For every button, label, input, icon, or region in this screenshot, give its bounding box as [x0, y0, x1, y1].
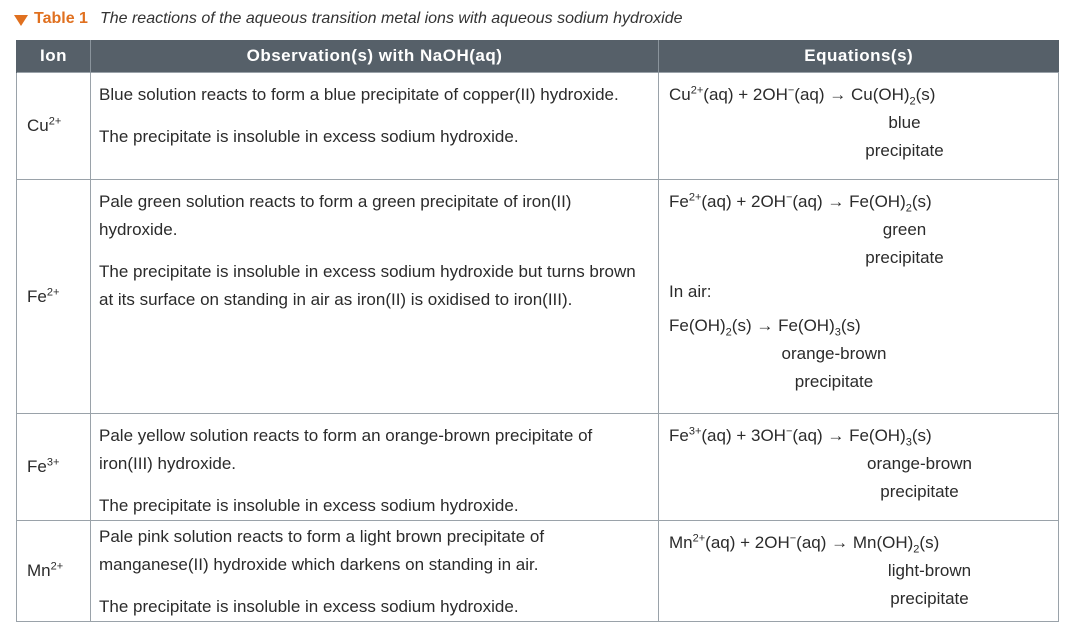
ion-cell	[17, 521, 91, 622]
ion-symbol: Mn	[27, 561, 51, 580]
ion-symbol: Cu	[27, 116, 49, 135]
equation-cell	[659, 180, 1059, 414]
ion-charge: 3+	[46, 456, 60, 469]
table-title: The reactions of the aqueous transition metal ions with aqueous sodium hydroxide	[99, 10, 683, 27]
table-row	[17, 180, 1059, 414]
equation: $Mn^{2+}(aq) + 2OH^-(aq) \to Mn(OH)_2(s)$	[669, 532, 940, 556]
observation-text: Pale pink solution reacts to form a light brown precipitate of manganese(II) hydroxide which darkens on standing in air.	[99, 527, 545, 574]
observation-text: Pale yellow solution reacts to form an orange-brown precipitate of iron(III) hydroxide.	[99, 426, 593, 473]
observation-excess: The precipitate is insoluble in excess sodium hydroxide but turns brown at its surface on standing in air as iron(II) is oxidised to iron(III).	[99, 262, 636, 309]
ion-charge: 2+	[50, 560, 64, 573]
ion-cell	[17, 73, 91, 180]
observation-excess: The precipitate is insoluble in excess sodium hydroxide.	[99, 597, 519, 616]
ion-symbol: Fe	[27, 286, 47, 306]
precipitate-colour: blue	[888, 113, 921, 132]
header-ion: Ion	[17, 40, 91, 73]
observation-cell	[91, 521, 659, 622]
table-row	[17, 521, 1059, 622]
observation-cell	[91, 73, 659, 180]
observation-excess: The precipitate is insoluble in excess sodium hydroxide.	[99, 127, 519, 146]
equation: $Cu^{2+}(aq) + 2OH^-(aq) \to Cu(OH)_2(s)$	[669, 84, 936, 108]
ion-cell	[17, 180, 91, 414]
observation-text: Pale green solution reacts to form a green precipitate of iron(II) hydroxide.	[99, 192, 572, 239]
ion-cell	[17, 414, 91, 521]
precipitate-colour: orange-brown	[867, 454, 972, 473]
equation-cell	[659, 521, 1059, 622]
observation-excess: The precipitate is insoluble in excess sodium hydroxide.	[99, 496, 519, 515]
header-row	[17, 40, 1059, 73]
header-equations: Equations(s)	[659, 40, 1059, 73]
observation-cell	[91, 414, 659, 521]
table-row	[17, 73, 1059, 180]
equation: $Fe^{3+}(aq) + 3OH^-(aq) \to Fe(OH)_3(s)$	[669, 425, 932, 449]
ion-charge: 2+	[48, 115, 62, 128]
equation: $Fe^{2+}(aq) + 2OH^-(aq) \to Fe(OH)_2(s)$	[669, 191, 932, 215]
observation-text: Blue solution reacts to form a blue precipitate of copper(II) hydroxide.	[99, 85, 619, 104]
ion-symbol: Fe	[27, 457, 47, 476]
precipitate-label: precipitate	[865, 248, 944, 267]
table-row	[17, 414, 1059, 521]
table-label: Table 1	[34, 10, 88, 27]
precipitate-colour: green	[882, 220, 927, 239]
observation-cell	[91, 180, 659, 414]
precipitate-colour: light-brown	[887, 561, 972, 580]
precipitate-label: precipitate	[865, 141, 944, 160]
air-label: In air:	[669, 282, 712, 301]
header-observations: Observation(s) with NaOH(aq)	[91, 40, 659, 73]
equation-cell	[659, 73, 1059, 180]
air-equation: $Fe(OH)_2(s) \to Fe(OH)_3(s)$	[669, 316, 861, 339]
air-precipitate-colour: orange-brown	[781, 344, 887, 363]
air-precipitate-label: precipitate	[794, 372, 874, 391]
precipitate-label: precipitate	[880, 482, 959, 501]
precipitate-label: precipitate	[890, 589, 969, 608]
equation-cell	[659, 414, 1059, 521]
triangle-marker-icon	[14, 15, 28, 26]
table-caption	[14, 6, 683, 32]
ion-charge: 2+	[46, 285, 60, 298]
reactions-table	[16, 40, 1059, 622]
